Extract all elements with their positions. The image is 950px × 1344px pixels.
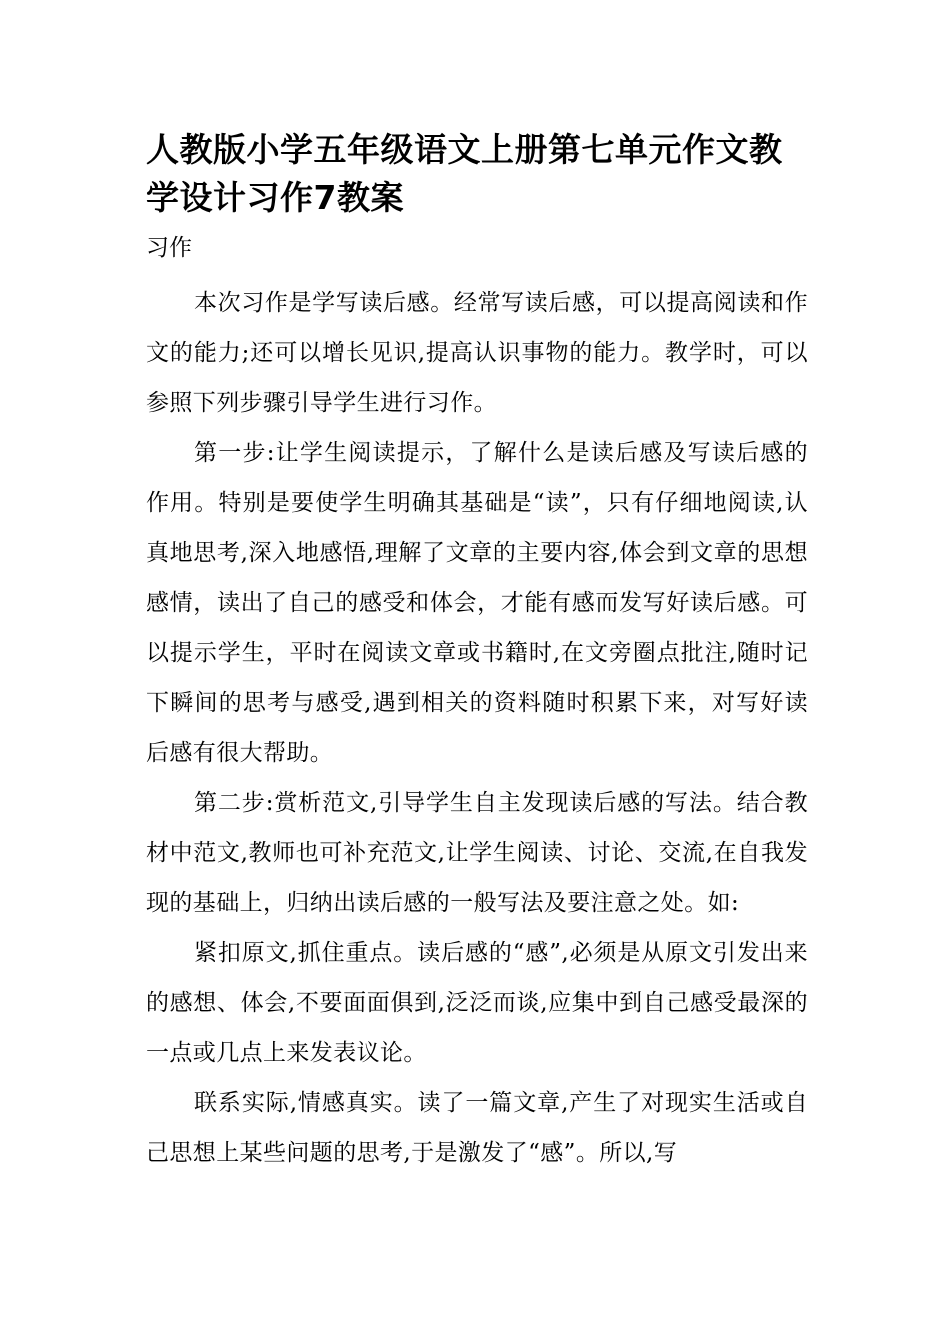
paragraph-tip-focus: 紧扣原文,抓住重点。读后感的“感”,必须是从原文引发出来的感想、体会,不要面面俱到,泛泛而谈,应集中到自己感受最深的一点或几点上来发表议论。 xyxy=(146,940,808,1066)
paragraph-step-one: 第一步:让学生阅读提示，了解什么是读后感及写读后感的作用。特别是要使学生明确其基础是“读”，只有仔细地阅读,认真地思考,深入地感悟,理解了文章的主要内容,体会到文章的思想感情，读出了自己的感受和体会，才能有感而发写好读后感。可以提示学生，平时在阅读文章或书籍时,在文旁圈点批注,随时记下瞬间的思考与感受,遇到相关的资料随时积累下来，对写好读后感有很大帮助。 xyxy=(146,440,808,766)
section-label: 习作 xyxy=(146,235,192,261)
paragraph-tip-reality: 联系实际,情感真实。读了一篇文章,产生了对现实生活或自己思想上某些问题的思考,于是激发了“感”。所以,写 xyxy=(146,1090,808,1166)
paragraph-step-two: 第二步:赏析范文,引导学生自主发现读后感的写法。结合教材中范文,教师也可补充范文,让学生阅读、讨论、交流,在自我发现的基础上，归纳出读后感的一般写法及要注意之处。如: xyxy=(146,790,808,916)
paragraph-intro: 本次习作是学写读后感。经常写读后感，可以提高阅读和作文的能力;还可以增长见识,提高认识事物的能力。教学时，可以参照下列步骤引导学生进行习作。 xyxy=(146,290,808,416)
document-title: 人教版小学五年级语文上册第七单元作文教学设计习作7教案 xyxy=(146,130,783,217)
document-page xyxy=(146,126,808,1178)
